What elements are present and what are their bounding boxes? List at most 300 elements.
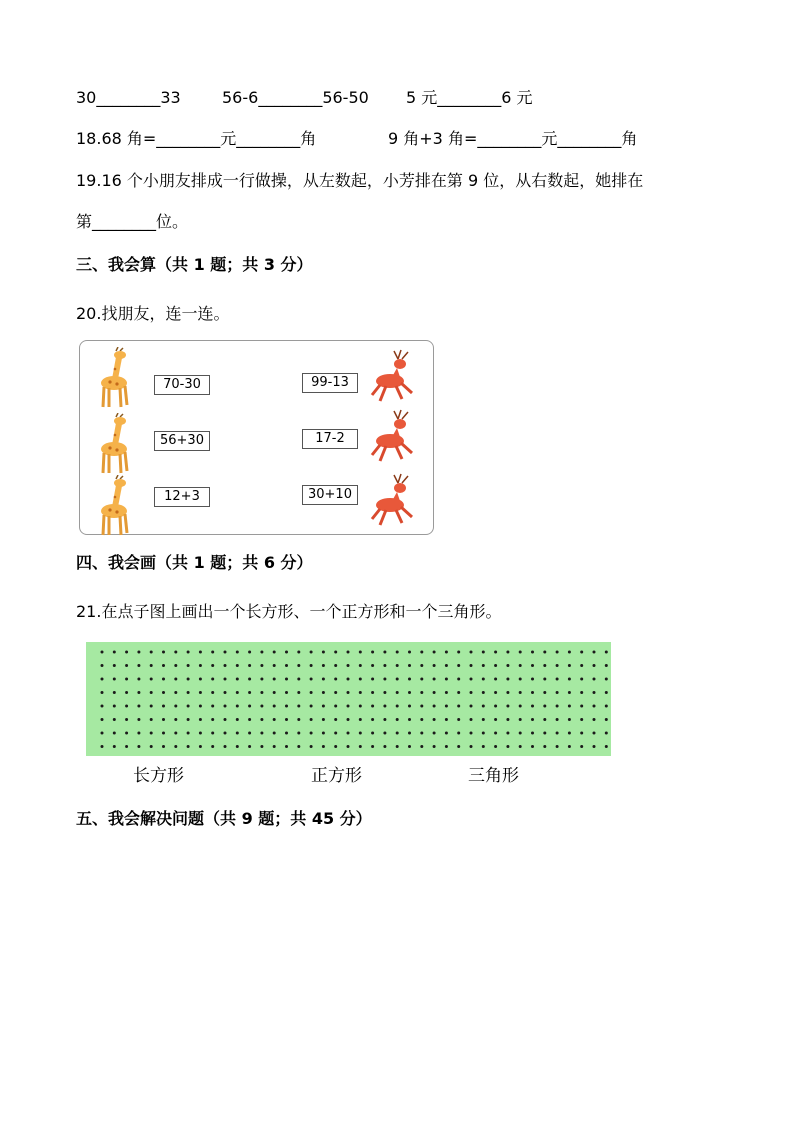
grid-dot — [605, 664, 608, 667]
grid-dot — [224, 651, 227, 654]
grid-dot — [543, 745, 546, 748]
grid-dot — [519, 664, 522, 667]
grid-dot — [113, 745, 116, 748]
grid-dot — [519, 705, 522, 708]
grid-dot — [273, 678, 276, 681]
grid-dot — [543, 718, 546, 721]
grid-dot — [334, 745, 337, 748]
grid-dot — [211, 718, 214, 721]
grid-dot — [236, 691, 239, 694]
grid-dot — [113, 732, 116, 735]
grid-dot — [113, 651, 116, 654]
grid-dot — [605, 705, 608, 708]
grid-dot — [580, 691, 583, 694]
label-square: 正方形 — [311, 766, 362, 786]
grid-dot — [199, 732, 202, 735]
question-18-part-1: 18.68 角=________元________角 — [76, 129, 317, 148]
grid-dot — [531, 678, 534, 681]
grid-dot — [150, 718, 153, 721]
grid-dot — [359, 705, 362, 708]
grid-dot — [125, 705, 128, 708]
grid-dot — [433, 732, 436, 735]
grid-dot — [445, 718, 448, 721]
grid-dot — [420, 705, 423, 708]
grid-dot — [556, 705, 559, 708]
grid-dot — [531, 745, 534, 748]
deer-icon — [370, 409, 414, 463]
grid-dot — [322, 651, 325, 654]
section-3-title: 三、我会算（共 1 题；共 3 分） — [76, 255, 313, 274]
grid-dot — [408, 691, 411, 694]
grid-dot — [224, 678, 227, 681]
grid-dot — [101, 718, 104, 721]
giraffe-icon — [96, 475, 132, 537]
grid-dot — [445, 745, 448, 748]
grid-dot — [334, 664, 337, 667]
grid-dot — [494, 718, 497, 721]
grid-dot — [199, 651, 202, 654]
grid-dot — [470, 664, 473, 667]
grid-dot — [543, 651, 546, 654]
grid-dot — [125, 745, 128, 748]
grid-dot — [383, 732, 386, 735]
grid-dot — [199, 664, 202, 667]
grid-dot — [556, 691, 559, 694]
grid-dot — [285, 718, 288, 721]
grid-dot — [125, 691, 128, 694]
grid-dot — [101, 745, 104, 748]
label-rectangle: 长方形 — [133, 766, 184, 786]
grid-dot — [470, 678, 473, 681]
grid-dot — [260, 678, 263, 681]
grid-dot — [593, 732, 596, 735]
answer-blank: ________ — [258, 88, 323, 107]
compare-left: 30 — [76, 88, 97, 107]
grid-dot — [248, 745, 251, 748]
grid-dot — [470, 691, 473, 694]
grid-dot — [285, 732, 288, 735]
grid-dot — [383, 664, 386, 667]
grid-dot — [285, 691, 288, 694]
grid-dot — [580, 678, 583, 681]
grid-dot — [457, 664, 460, 667]
grid-dot — [433, 651, 436, 654]
grid-dot — [211, 705, 214, 708]
grid-dot — [248, 691, 251, 694]
grid-dot — [310, 705, 313, 708]
grid-dot — [531, 691, 534, 694]
grid-dot — [408, 732, 411, 735]
grid-dot — [322, 745, 325, 748]
grid-dot — [519, 651, 522, 654]
grid-dot — [224, 664, 227, 667]
grid-dot — [445, 651, 448, 654]
grid-dot — [310, 664, 313, 667]
grid-dot — [420, 732, 423, 735]
grid-dot — [113, 705, 116, 708]
grid-dot — [322, 691, 325, 694]
grid-dot — [260, 705, 263, 708]
grid-dot — [593, 705, 596, 708]
grid-dot — [371, 678, 374, 681]
compare-left: 5 元 — [406, 88, 438, 107]
grid-dot — [408, 651, 411, 654]
grid-dot — [568, 745, 571, 748]
grid-dot — [359, 718, 362, 721]
giraffe-icon — [96, 347, 132, 409]
grid-dot — [113, 678, 116, 681]
grid-dot — [396, 745, 399, 748]
grid-dot — [371, 745, 374, 748]
grid-dot — [605, 718, 608, 721]
grid-dot — [605, 732, 608, 735]
grid-dot — [285, 651, 288, 654]
grid-dot — [162, 651, 165, 654]
question-20-text: 20.找朋友，连一连。 — [76, 304, 230, 323]
grid-dot — [150, 691, 153, 694]
grid-dot — [383, 651, 386, 654]
grid-dot — [101, 664, 104, 667]
grid-dot — [224, 718, 227, 721]
grid-dot — [556, 732, 559, 735]
grid-dot — [125, 678, 128, 681]
grid-dot — [187, 705, 190, 708]
grid-dot — [568, 664, 571, 667]
grid-dot — [556, 678, 559, 681]
deer-icon — [370, 473, 414, 527]
grid-dot — [137, 664, 140, 667]
grid-dot — [334, 651, 337, 654]
left-expression-1: 70-30 — [154, 375, 210, 395]
grid-dot — [494, 651, 497, 654]
grid-dot — [408, 705, 411, 708]
grid-dot — [408, 718, 411, 721]
grid-dot — [187, 732, 190, 735]
left-expression-2: 56+30 — [154, 431, 210, 451]
grid-dot — [568, 705, 571, 708]
grid-dot — [273, 651, 276, 654]
grid-dot — [285, 678, 288, 681]
grid-dot — [273, 664, 276, 667]
grid-dot — [519, 718, 522, 721]
grid-dot — [137, 705, 140, 708]
grid-dot — [187, 664, 190, 667]
grid-dot — [248, 732, 251, 735]
grid-dot — [359, 691, 362, 694]
grid-dot — [593, 651, 596, 654]
grid-dot — [506, 651, 509, 654]
grid-dot — [260, 732, 263, 735]
compare-right: 33 — [160, 88, 181, 107]
grid-dot — [101, 651, 104, 654]
grid-dot — [199, 678, 202, 681]
grid-dot — [519, 732, 522, 735]
grid-dot — [273, 745, 276, 748]
grid-dot — [113, 718, 116, 721]
grid-dot — [334, 718, 337, 721]
grid-dot — [162, 705, 165, 708]
grid-dot — [494, 664, 497, 667]
giraffe-icon — [96, 413, 132, 475]
grid-dot — [457, 745, 460, 748]
grid-dot — [187, 745, 190, 748]
grid-dot — [457, 651, 460, 654]
grid-dot — [260, 651, 263, 654]
grid-dot — [445, 691, 448, 694]
grid-dot — [224, 705, 227, 708]
grid-dot — [260, 745, 263, 748]
grid-dot — [457, 718, 460, 721]
grid-dot — [506, 732, 509, 735]
grid-dot — [248, 718, 251, 721]
grid-dot — [137, 718, 140, 721]
grid-dot — [273, 718, 276, 721]
grid-dot — [162, 718, 165, 721]
grid-dot — [543, 664, 546, 667]
grid-dot — [482, 678, 485, 681]
grid-dot — [113, 691, 116, 694]
grid-dot — [199, 745, 202, 748]
grid-dot — [457, 678, 460, 681]
grid-dot — [125, 651, 128, 654]
left-expression-3: 12+3 — [154, 487, 210, 507]
grid-dot — [248, 705, 251, 708]
grid-dot — [273, 691, 276, 694]
grid-dot — [162, 732, 165, 735]
grid-dot — [396, 664, 399, 667]
grid-dot — [273, 732, 276, 735]
grid-dot — [310, 718, 313, 721]
grid-dot — [236, 664, 239, 667]
grid-dot — [310, 745, 313, 748]
grid-dot — [371, 705, 374, 708]
grid-dot — [297, 664, 300, 667]
grid-dot — [396, 732, 399, 735]
grid-dot — [236, 745, 239, 748]
grid-dot — [347, 678, 350, 681]
grid-dot — [211, 691, 214, 694]
grid-dot — [580, 732, 583, 735]
grid-dot — [310, 691, 313, 694]
grid-dot — [137, 732, 140, 735]
grid-dot — [506, 745, 509, 748]
grid-dot — [199, 705, 202, 708]
grid-dot — [433, 664, 436, 667]
grid-dot — [347, 664, 350, 667]
grid-dot — [297, 732, 300, 735]
grid-dot — [371, 664, 374, 667]
grid-dot — [457, 705, 460, 708]
grid-dot — [162, 664, 165, 667]
grid-dot — [236, 705, 239, 708]
grid-dot — [482, 718, 485, 721]
grid-dot — [383, 691, 386, 694]
grid-dot — [420, 745, 423, 748]
grid-dot — [174, 705, 177, 708]
grid-dot — [113, 664, 116, 667]
grid-dot — [224, 732, 227, 735]
grid-dot — [580, 705, 583, 708]
grid-dot — [482, 732, 485, 735]
grid-dot — [248, 651, 251, 654]
grid-dot — [347, 705, 350, 708]
grid-dot — [396, 651, 399, 654]
grid-dot — [187, 718, 190, 721]
question-21-text: 21.在点子图上画出一个长方形、一个正方形和一个三角形。 — [76, 602, 502, 621]
grid-dot — [310, 651, 313, 654]
grid-dot — [506, 664, 509, 667]
grid-dot — [371, 732, 374, 735]
grid-dot — [506, 705, 509, 708]
grid-dot — [359, 732, 362, 735]
grid-dot — [543, 732, 546, 735]
grid-dot — [433, 718, 436, 721]
answer-blank: ________ — [437, 88, 502, 107]
grid-dot — [101, 705, 104, 708]
right-expression-3: 30+10 — [302, 485, 358, 505]
grid-dot — [347, 651, 350, 654]
grid-dot — [199, 718, 202, 721]
grid-dot — [470, 745, 473, 748]
grid-dot — [580, 664, 583, 667]
grid-dot — [359, 651, 362, 654]
compare-item-1 — [76, 87, 181, 109]
grid-dot — [150, 705, 153, 708]
grid-dot — [248, 678, 251, 681]
compare-left: 56-6 — [222, 88, 259, 107]
grid-dot — [593, 691, 596, 694]
grid-dot — [580, 651, 583, 654]
grid-dot — [224, 745, 227, 748]
grid-dot — [162, 745, 165, 748]
grid-dot — [359, 678, 362, 681]
grid-dot — [347, 691, 350, 694]
grid-dot — [297, 651, 300, 654]
grid-dot — [383, 718, 386, 721]
grid-dot — [310, 678, 313, 681]
grid-dot — [556, 745, 559, 748]
section-4-title: 四、我会画（共 1 题；共 6 分） — [76, 553, 313, 572]
grid-dot — [297, 678, 300, 681]
grid-dot — [494, 678, 497, 681]
grid-dot — [420, 678, 423, 681]
grid-dot — [470, 705, 473, 708]
grid-dot — [593, 745, 596, 748]
grid-dot — [420, 718, 423, 721]
grid-dot — [236, 651, 239, 654]
grid-dot — [199, 691, 202, 694]
compare-item-2 — [222, 87, 369, 109]
grid-dot — [580, 718, 583, 721]
deer-icon — [370, 349, 414, 403]
grid-dot — [334, 691, 337, 694]
grid-dot — [322, 664, 325, 667]
grid-dot — [531, 718, 534, 721]
grid-dot — [211, 651, 214, 654]
grid-dot — [482, 705, 485, 708]
grid-dot — [408, 745, 411, 748]
grid-dot — [556, 651, 559, 654]
grid-dot — [383, 678, 386, 681]
grid-dot — [211, 678, 214, 681]
grid-dot — [150, 732, 153, 735]
grid-dot — [137, 745, 140, 748]
grid-dot — [137, 651, 140, 654]
grid-dot — [457, 732, 460, 735]
grid-dot — [396, 678, 399, 681]
grid-dot — [310, 732, 313, 735]
grid-dot — [605, 651, 608, 654]
grid-dot — [531, 651, 534, 654]
grid-dot — [494, 745, 497, 748]
compare-item-3 — [406, 87, 533, 109]
grid-dot — [347, 718, 350, 721]
grid-dot — [408, 678, 411, 681]
grid-dot — [285, 705, 288, 708]
grid-dot — [556, 664, 559, 667]
grid-dot — [519, 691, 522, 694]
grid-dot — [433, 705, 436, 708]
dot-grid[interactable] — [86, 642, 611, 756]
grid-dot — [445, 678, 448, 681]
grid-dot — [568, 691, 571, 694]
grid-dot — [162, 691, 165, 694]
grid-dot — [174, 732, 177, 735]
grid-dot — [371, 691, 374, 694]
grid-dot — [174, 651, 177, 654]
grid-dot — [334, 732, 337, 735]
grid-dot — [371, 718, 374, 721]
grid-dot — [494, 705, 497, 708]
label-triangle: 三角形 — [468, 766, 519, 786]
grid-dot — [457, 691, 460, 694]
grid-dot — [383, 705, 386, 708]
grid-dot — [408, 664, 411, 667]
grid-dot — [543, 691, 546, 694]
grid-dot — [506, 678, 509, 681]
grid-dot — [470, 651, 473, 654]
grid-dot — [101, 678, 104, 681]
grid-dot — [506, 691, 509, 694]
grid-dot — [396, 705, 399, 708]
grid-dot — [494, 732, 497, 735]
grid-dot — [445, 664, 448, 667]
grid-dot — [605, 678, 608, 681]
grid-dot — [150, 745, 153, 748]
grid-dot — [211, 664, 214, 667]
grid-dot — [433, 745, 436, 748]
grid-dot — [260, 691, 263, 694]
compare-right: 56-50 — [322, 88, 369, 107]
grid-dot — [531, 732, 534, 735]
grid-dot — [224, 691, 227, 694]
grid-dot — [174, 718, 177, 721]
matching-panel — [79, 340, 434, 535]
grid-dot — [568, 651, 571, 654]
grid-dot — [470, 732, 473, 735]
grid-dot — [260, 718, 263, 721]
grid-dot — [543, 705, 546, 708]
grid-dot — [273, 705, 276, 708]
grid-dot — [334, 705, 337, 708]
grid-dot — [322, 705, 325, 708]
grid-dot — [347, 732, 350, 735]
grid-dot — [593, 678, 596, 681]
grid-dot — [174, 691, 177, 694]
grid-dot — [101, 732, 104, 735]
grid-dot — [285, 664, 288, 667]
grid-dot — [445, 732, 448, 735]
